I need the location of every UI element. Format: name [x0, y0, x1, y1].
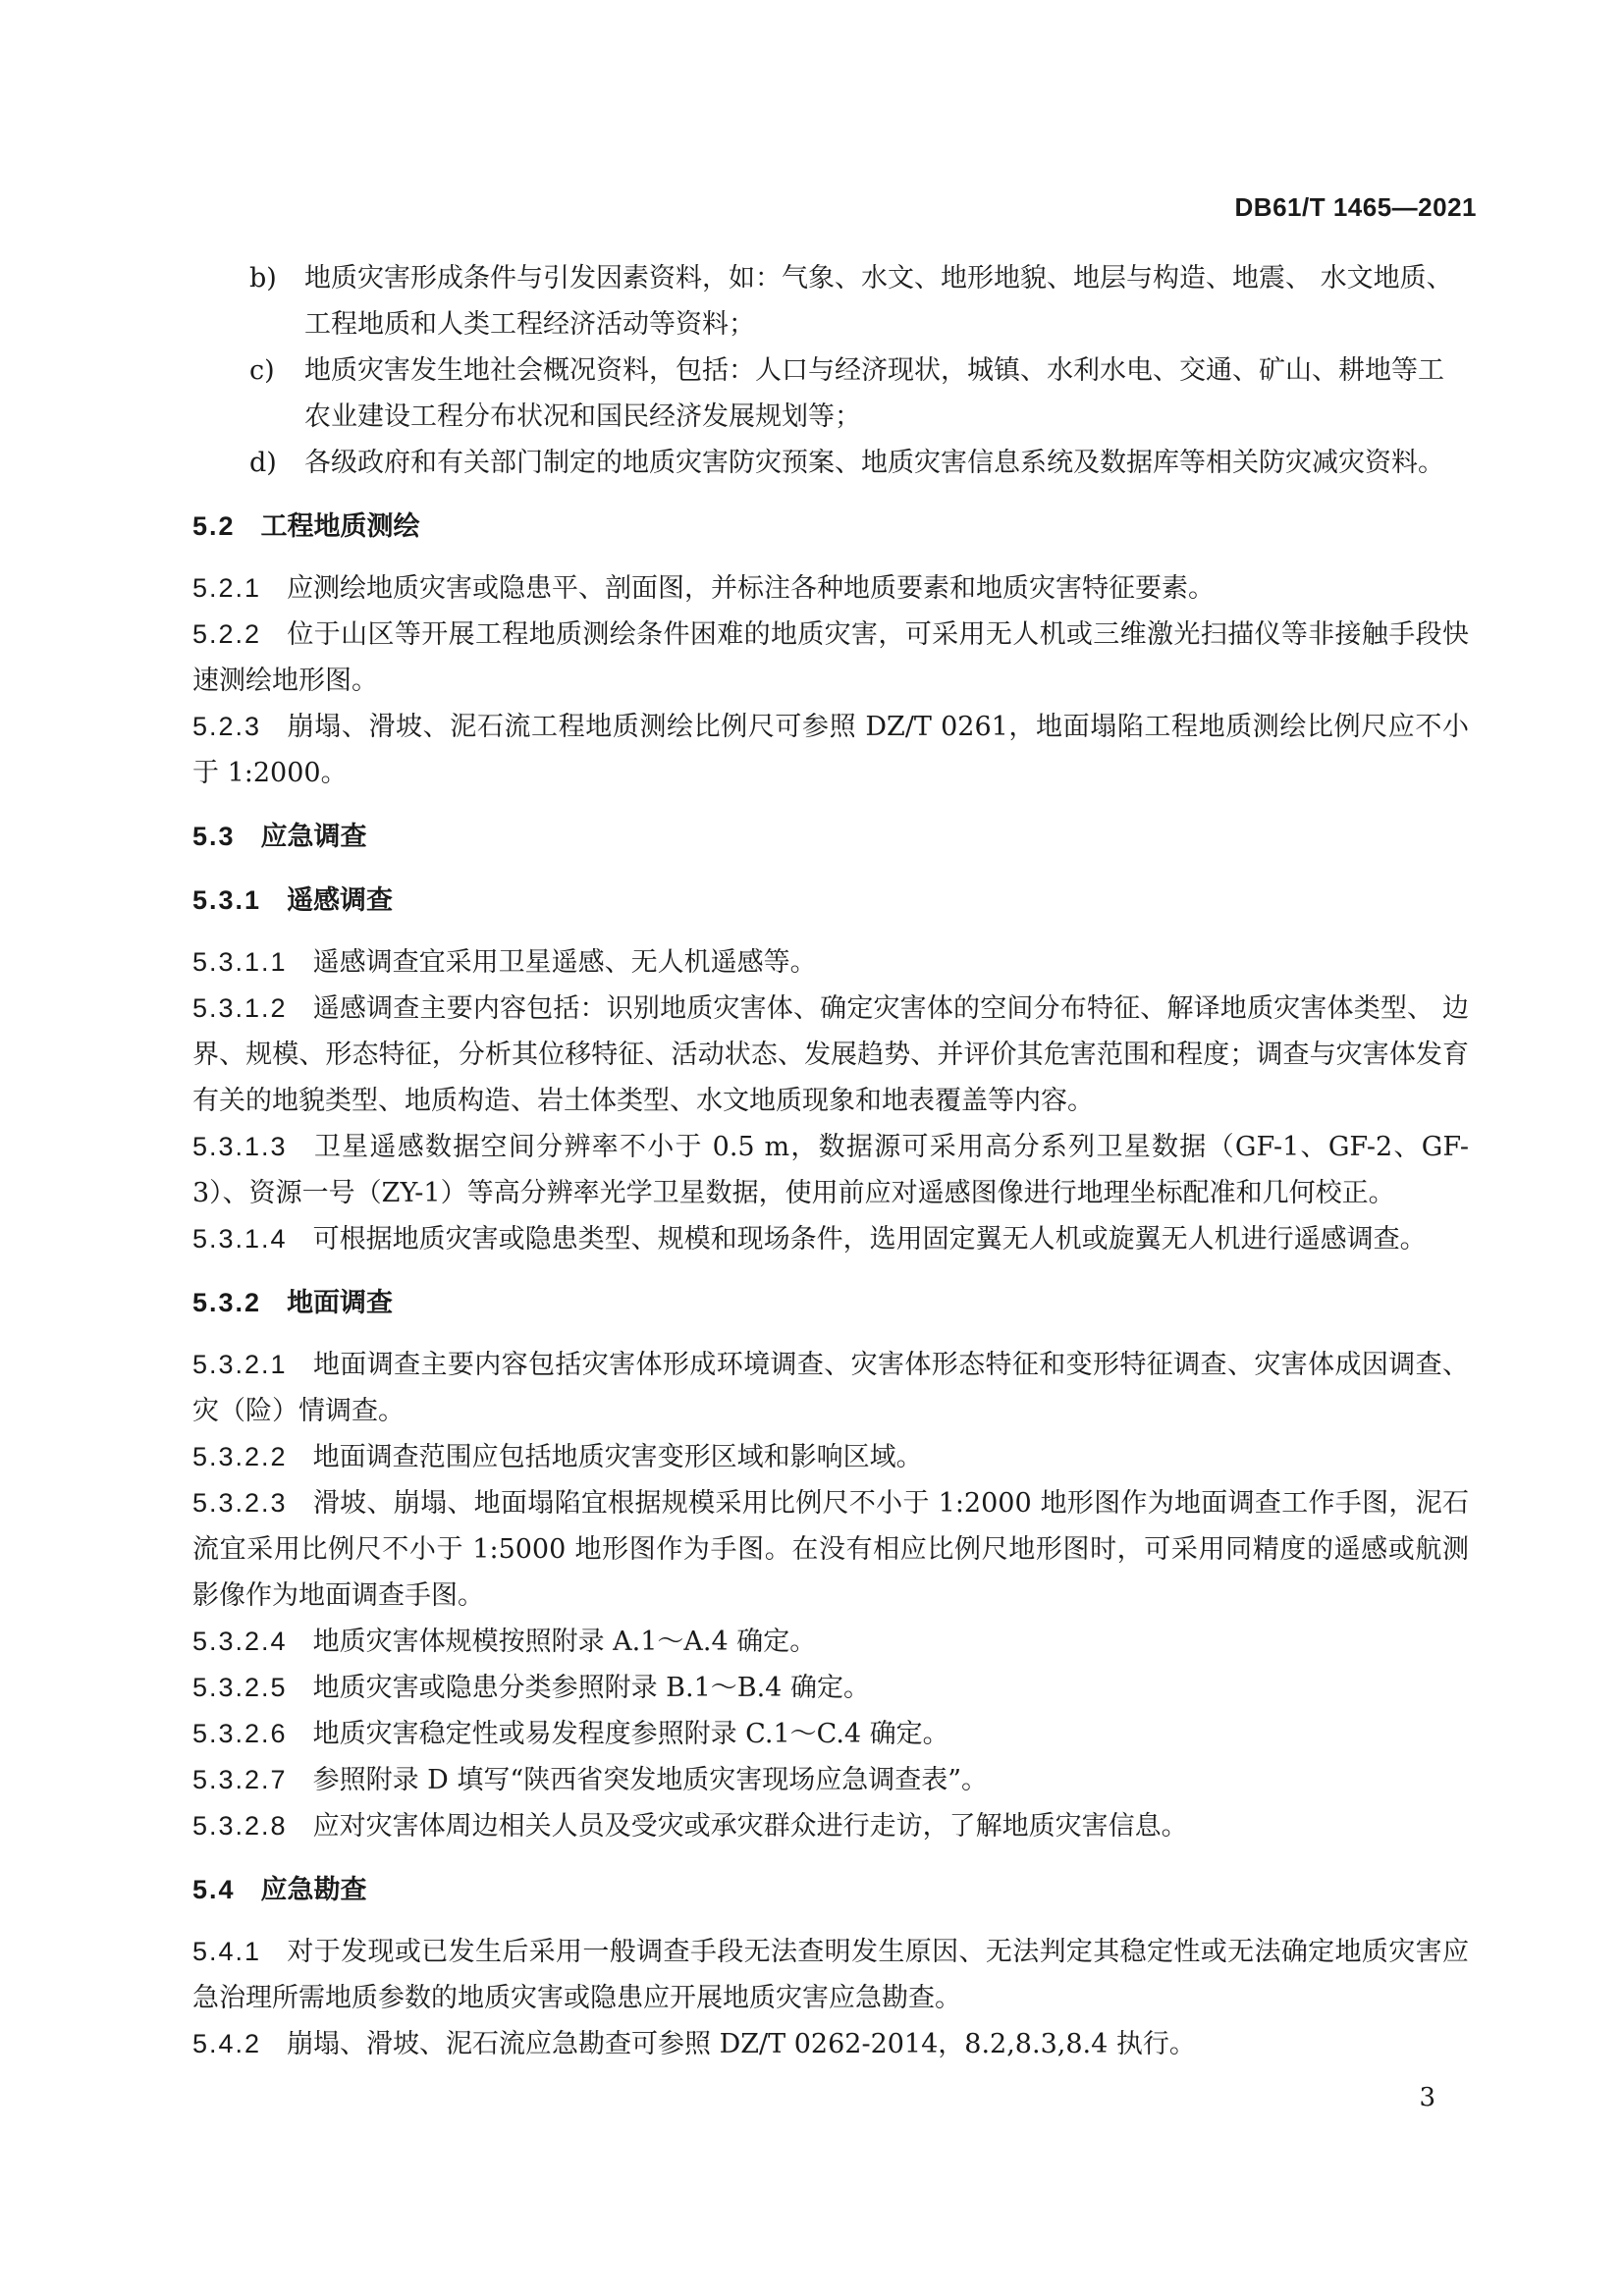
clause-text: 滑坡、崩塌、地面塌陷宜根据规模采用比例尺不小于 1:2000 地形图作为地面调查工作手图，泥石流宜采用比例尺不小于 1:5000 地形图作为手图。在没有相应比例尺地形图时，可采用同精度的遥感或航测影像作为地面调查手图。 — [192, 1488, 1469, 1611]
clause-text: 崩塌、滑坡、泥石流工程地质测绘比例尺可参照 DZ/T 0261，地面塌陷工程地质测绘比例尺应不小于 1:2000。 — [192, 712, 1469, 788]
clause-text: 遥感调查宜采用卫星遥感、无人机遥感等。 — [312, 947, 817, 978]
clause-number: 5.3.1.2 — [192, 993, 288, 1023]
clause-text: 参照附录 D 填写“陕西省突发地质灾害现场应急调查表”。 — [312, 1765, 988, 1795]
list-text: 地质灾害形成条件与引发因素资料，如：气象、水文、地形地貌、地层与构造、地震、 水文地质、工程地质和人类工程经济活动等资料； — [304, 263, 1453, 340]
list-marker: b) — [249, 263, 277, 294]
clause-number: 5.3.2.1 — [192, 1350, 288, 1379]
section-number: 5.2 — [192, 511, 236, 541]
list-item-c — [249, 347, 1469, 440]
section-title: 遥感调查 — [287, 885, 394, 915]
section-title: 应急调查 — [260, 822, 367, 851]
clause-number: 5.2.1 — [192, 573, 262, 603]
clause-5-3-2-4 — [192, 1619, 1469, 1665]
clause-number: 5.3.2.4 — [192, 1627, 288, 1656]
section-heading-5-3 — [192, 814, 1469, 860]
section-heading-5-4 — [192, 1867, 1469, 1913]
list-item-b — [249, 255, 1469, 347]
clause-number: 5.4.2 — [192, 2029, 262, 2058]
clause-number: 5.3.1.1 — [192, 947, 288, 977]
clause-number: 5.3.2.2 — [192, 1442, 288, 1471]
section-heading-5-3-2 — [192, 1280, 1469, 1326]
clause-number: 5.3.1.4 — [192, 1224, 288, 1254]
clause-text: 地面调查范围应包括地质灾害变形区域和影响区域。 — [312, 1442, 923, 1472]
section-number: 5.4 — [192, 1875, 236, 1904]
clause-5-3-2-8 — [192, 1803, 1469, 1849]
clause-number: 5.3.2.6 — [192, 1719, 288, 1748]
clause-5-3-1-4 — [192, 1216, 1469, 1262]
clause-text: 卫星遥感数据空间分辨率不小于 0.5 m，数据源可采用高分系列卫星数据（GF-1、GF-2、GF-3）、资源一号（ZY-1）等高分辨率光学卫星数据，使用前应对遥感图像进行地理坐标配准和几何校正。 — [192, 1132, 1469, 1208]
document-body — [192, 255, 1469, 2067]
clause-text: 崩塌、滑坡、泥石流应急勘查可参照 DZ/T 0262-2014，8.2,8.3,8.4 执行。 — [287, 2029, 1196, 2059]
clause-number: 5.3.1.3 — [192, 1132, 288, 1161]
list-text: 各级政府和有关部门制定的地质灾害防灾预案、地质灾害信息系统及数据库等相关防灾减灾资料。 — [304, 448, 1444, 478]
clause-5-2-1 — [192, 565, 1469, 612]
clause-number: 5.3.2.7 — [192, 1765, 288, 1794]
list-marker: d) — [249, 448, 277, 478]
clause-number: 5.4.1 — [192, 1937, 262, 1966]
clause-5-3-2-6 — [192, 1711, 1469, 1757]
clause-5-3-1-2 — [192, 986, 1469, 1124]
clause-text: 可根据地质灾害或隐患类型、规模和现场条件，选用固定翼无人机或旋翼无人机进行遥感调查。 — [312, 1224, 1427, 1255]
section-title: 工程地质测绘 — [260, 511, 420, 541]
clause-text: 地质灾害或隐患分类参照附录 B.1～B.4 确定。 — [312, 1673, 870, 1703]
clause-number: 5.2.2 — [192, 619, 262, 649]
clause-text: 地面调查主要内容包括灾害体形成环境调查、灾害体形态特征和变形特征调查、灾害体成因调查、灾（险）情调查。 — [192, 1350, 1469, 1426]
section-heading-5-2 — [192, 504, 1469, 550]
clause-5-4-1 — [192, 1929, 1469, 2021]
clause-5-4-2 — [192, 2021, 1469, 2067]
clause-5-3-2-1 — [192, 1342, 1469, 1434]
list-item-d — [249, 440, 1469, 486]
section-number: 5.3 — [192, 822, 236, 851]
section-title: 应急勘查 — [260, 1875, 367, 1904]
clause-5-2-2 — [192, 612, 1469, 704]
clause-text: 对于发现或已发生后采用一般调查手段无法查明发生原因、无法判定其稳定性或无法确定地质灾害应急治理所需地质参数的地质灾害或隐患应开展地质灾害应急勘查。 — [192, 1937, 1469, 2013]
section-heading-5-3-1 — [192, 878, 1469, 924]
clause-text: 遥感调查主要内容包括：识别地质灾害体、确定灾害体的空间分布特征、解译地质灾害体类型、 边界、规模、形态特征，分析其位移特征、活动状态、发展趋势、并评价其危害范围和程度；调查与灾害体发育有关的地貌类型、地质构造、岩土体类型、水文地质现象和地表覆盖等内容。 — [192, 993, 1469, 1116]
clause-5-3-2-2 — [192, 1434, 1469, 1480]
document-code: DB61/T 1465—2021 — [1234, 192, 1477, 222]
list-marker: c) — [249, 355, 275, 386]
clause-text: 位于山区等开展工程地质测绘条件困难的地质灾害，可采用无人机或三维激光扫描仪等非接触手段快速测绘地形图。 — [192, 619, 1469, 696]
clause-text: 地质灾害体规模按照附录 A.1～A.4 确定。 — [312, 1627, 817, 1657]
clause-text: 应测绘地质灾害或隐患平、剖面图，并标注各种地质要素和地质灾害特征要素。 — [287, 573, 1216, 604]
clause-5-3-2-3 — [192, 1480, 1469, 1619]
clause-5-3-1-3 — [192, 1124, 1469, 1216]
section-number: 5.3.1 — [192, 885, 262, 915]
clause-number: 5.2.3 — [192, 712, 262, 741]
clause-5-2-3 — [192, 704, 1469, 796]
clause-text: 地质灾害稳定性或易发程度参照附录 C.1～C.4 确定。 — [312, 1719, 949, 1749]
clause-5-3-2-5 — [192, 1665, 1469, 1711]
clause-5-3-2-7 — [192, 1757, 1469, 1803]
clause-text: 应对灾害体周边相关人员及受灾或承灾群众进行走访，了解地质灾害信息。 — [312, 1811, 1188, 1842]
clause-5-3-1-1 — [192, 939, 1469, 986]
clause-number: 5.3.2.5 — [192, 1673, 288, 1702]
clause-number: 5.3.2.8 — [192, 1811, 288, 1841]
section-number: 5.3.2 — [192, 1288, 262, 1317]
clause-number: 5.3.2.3 — [192, 1488, 288, 1518]
page-number: 3 — [1419, 2083, 1435, 2112]
list-text: 地质灾害发生地社会概况资料，包括：人口与经济现状，城镇、水利水电、交通、矿山、耕地等工农业建设工程分布状况和国民经济发展规划等； — [304, 355, 1444, 432]
section-title: 地面调查 — [287, 1288, 394, 1317]
